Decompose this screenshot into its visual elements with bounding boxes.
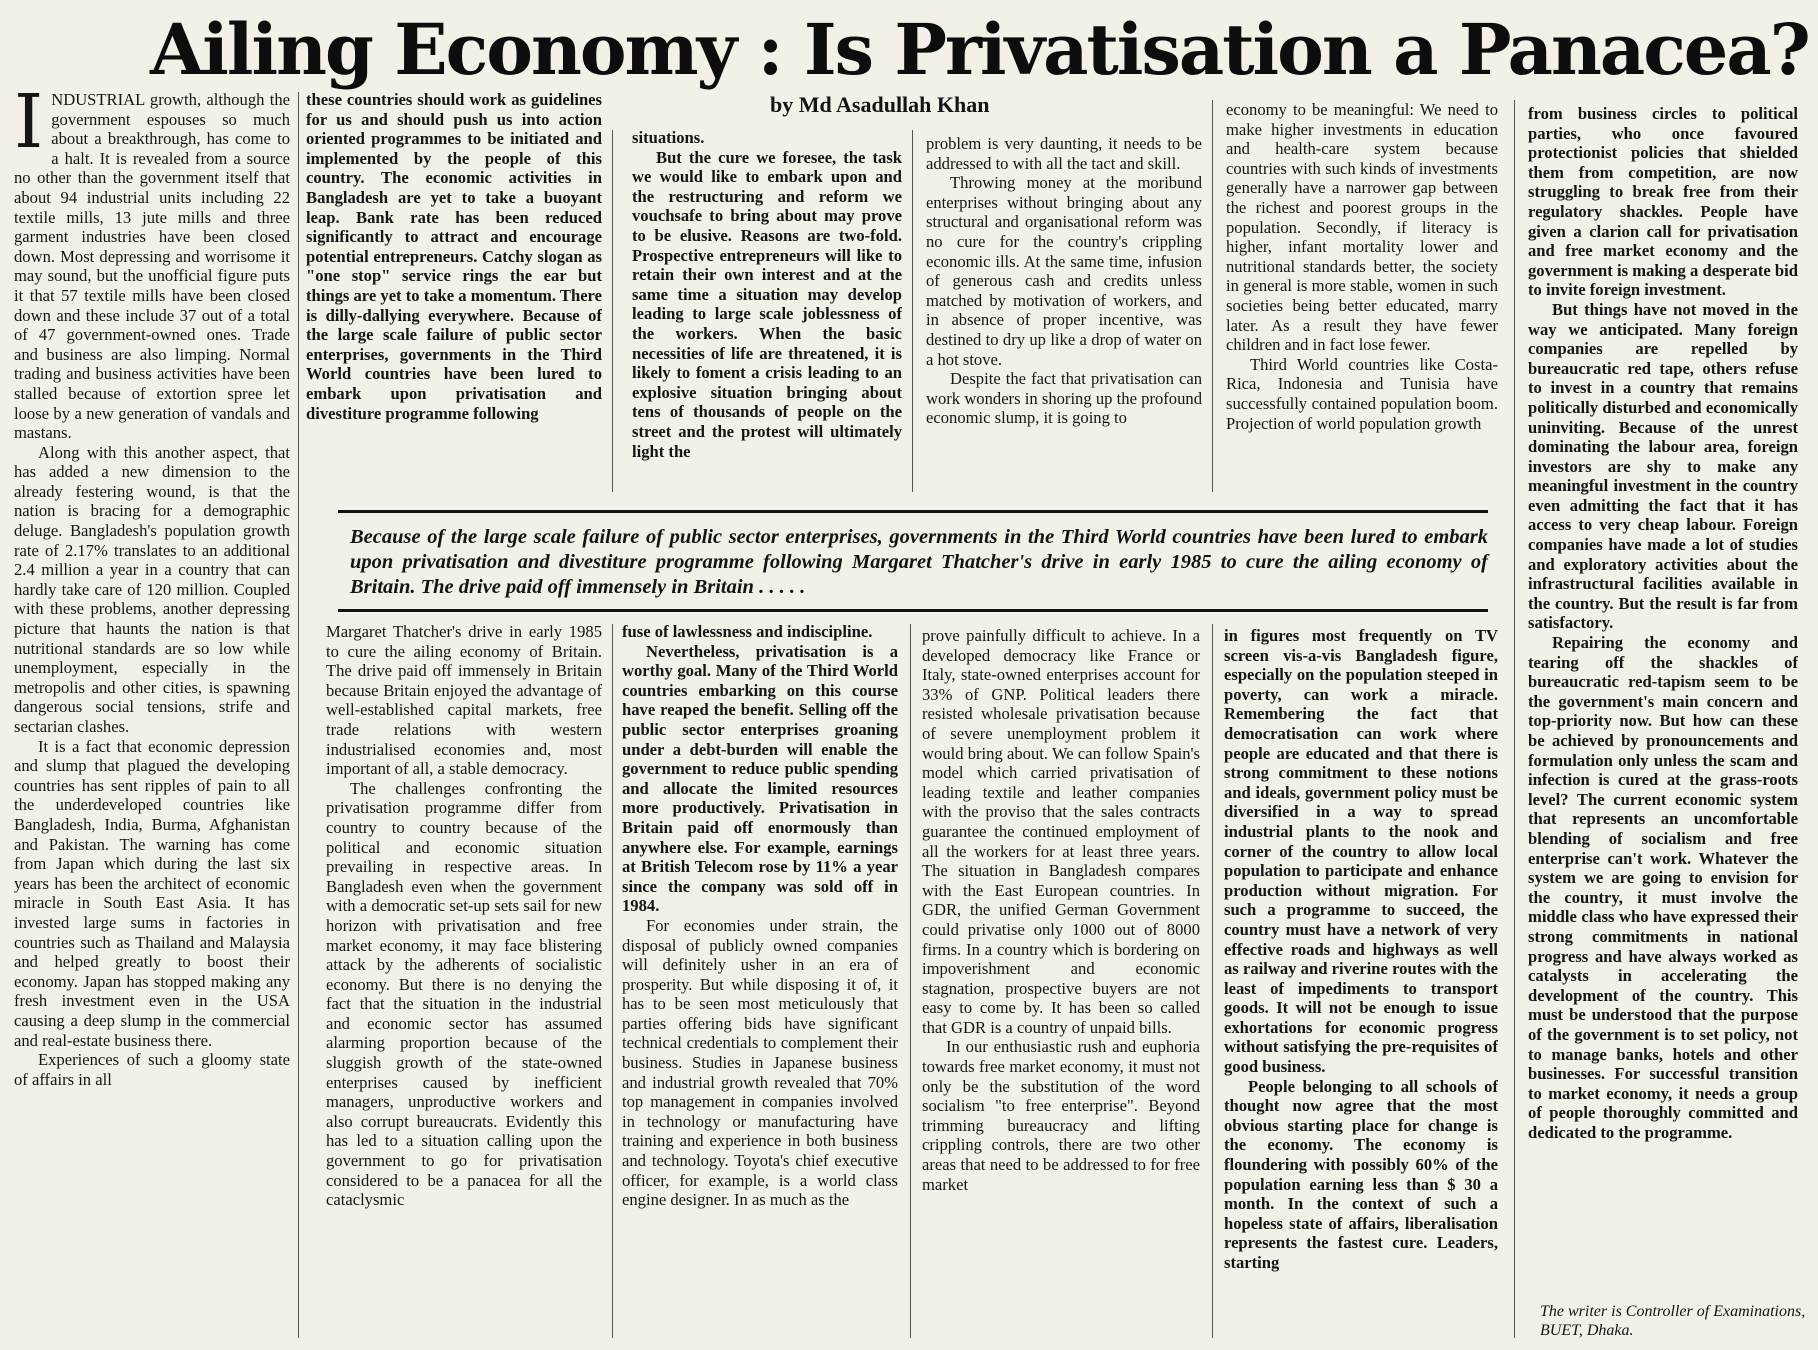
column-1 [14,90,290,1338]
paragraph: Along with this another aspect, that has added a new dimension to the already festering wound, is that the nation is bracing for a demographic deluge. Bangladesh's population growth rate of 2.17% translates to an additional 2.4 million a year in a country that can hardly take care of 120 million. Coupled with these problems, another depressing picture that haunts the nation is that nutritional standards are so low while unemployment, especially in the metropolis and other cities, is spawning dangerous social tensions, strife and sectarian clashes. [14,442,290,736]
column-4-bottom [922,626,1200,1338]
paragraph: situations. [632,128,705,147]
paragraph: But the cure we foresee, the task we would like to embark upon and the restructuring and reform we vouchsafe to bring about may prove to be elusive. Reasons are two-fold. Prospective entrepreneurs will like to retain their own interest and at the same time a situation may develop leading to large scale joblessness of the workers. When the basic necessities of life are threatened, it is likely to foment a crisis leading to an explosive situation bringing about tens of thousands of people on the street and the protest will ultimately light the [632,147,902,461]
paragraph: from business circles to political parties, who once favoured protectionist policies that shielded them from competition, are now struggling to break free from their regulatory shackles. People have given a clarion call for privatisation and free market economy and the government is making a desperate bid to invite foreign investment. [1528,104,1798,300]
column-5-bottom [1224,626,1498,1338]
paragraph: these countries should work as guidelines for us and should push us into action oriented programmes to be initiated and implemented by the people of this country. The economic activities in Bangladesh are yet to take a buoyant leap. Bank rate has been reduced significantly to attract and encourage potential entrepreneurs. Catchy slogan as "one stop" service rings the ear but things are yet to take a momentum. There is dilly-dallying everywhere. Because of the large scale failure of public sector enterprises, governments in the Third World countries have been lured to embark upon privatisation and divestiture programme following [306,90,602,423]
paragraph: Margaret Thatcher's drive in early 1985 to cure the ailing economy of Britain. The drive paid off immensely in Britain because Britain enjoyed the advantage of well-established capital markets, free trade relations with western industrialised economies and, most important of all, a stable democracy. [326,622,602,779]
paragraph: prove painfully difficult to achieve. In a developed democracy like France or Italy, state-owned enterprises account for 33% of GNP. Political leaders there resisted wholesale privatisation because of severe unemployment problem it would bring about. We can follow Spain's model which carried privatisation of leading textile and leather companies with the proviso that the sales contracts guarantee the continued employment of all the workers for at least three years. The situation in Bangladesh compares with the East European countries. In GDR, the unified German Government could privatise only 1000 out of 8000 firms. In a country which is bordering on impoverishment and economic stagnation, prospective buyers are not easy to come by. It has been so called that GDR is a country of unpaid bills. [922,626,1200,1037]
paragraph-text: NDUSTRIAL growth, although the government espouses so much about a breakthrough, has come to a halt. It is revealed from a source no other than the government itself that about 94 industrial units including 22 textile mills, 13 jute mills and three garment industries have been closed down. Most depressing and worrisome it may sound, but the unofficial figure puts it that 57 textile mills have been closed down and these include 37 out of a total of 47 government-owned ones. Trade and business are also limping. Normal trading and business activities have been stalled because of extortion spree let loose by a new generation of vandals and mastans. [14,90,290,443]
byline: by Md Asadullah Khan [770,92,990,117]
paragraph: People belonging to all schools of thought now agree that the most obvious starting place for change is the economy. The economy is floundering with possibly 60% of the population earning less than $ 30 a month. In the context of such a hopeless state of affairs, liberalisation represents the fastest cure. Leaders, starting [1224,1076,1498,1272]
paragraph: in figures most frequently on TV screen vis-a-vis Bangladesh figure, especially on the population steeped in poverty, can work a miracle. Remembering the fact that democratisation can work where people are educated and that there is strong commitment to these notions and ideals, government policy must be diversified in a way to spread industrial plants to the nook and corner of the country to allow local population to participate and enhance production without migration. For such a programme to succeed, the country must have a network of very effective roads and highways as well as railway and riverine routes with the least of impediments to transport goods. It will not be enough to issue exhortations for economic progress without satisfying the pre-requisites of good business. [1224,626,1498,1077]
pull-quote: Because of the large scale failure of public sector enterprises, governments in the Third World countries have been lured to embark upon privatisation and divestiture programme following Margaret Thatcher's drive in early 1985 to cure the ailing economy of Britain. The drive paid off immensely in Britain . . . . . [338,510,1488,612]
column-divider [298,92,299,1338]
column-3-bottom [622,622,898,1338]
column-divider [1212,100,1213,492]
paragraph: Throwing money at the moribund enterprises without bringing about any structural and organisational reform was no cure for the country's crippling economic ills. At the same time, infusion of generous cash and credits unless matched by motivation of workers, and in absence of proper incentive, was destined to dry up like a drop of water on a hot stove. [926,173,1202,369]
paragraph: fuse of lawlessness and indiscipline. [622,622,873,641]
paragraph: The challenges confronting the privatisation programme differ from country to country because of the political and economic situation prevailing in respective areas. In Bangladesh even when the government with a democratic set-up sets sail for new horizon with privatisation and free market economy, it may face blistering attack by the adherents of socialistic economy. But there is no denying the fact that the situation in the industrial and economic sector has assumed alarming proportion because of the sluggish growth of the state-owned enterprises caused by inefficient managers, unproductive workers and also corrupt bureaucrats. Evidently this has led to a situation calling upon the government to go for privatisation considered to be a panacea for all the cataclysmic [326,778,602,1210]
column-4-top [926,134,1202,492]
column-2-top [306,90,602,492]
paragraph: Repairing the economy and tearing off the shackles of bureaucratic red-tapism seem to be the government's main concern and top-priority now. But how can these be achieved by pronouncements and formulation only unless the scam and infection is cured at the grass-roots level? The current economic system that represents an uncomfortable blending of socialism and free enterprise can't work. Whatever the system we are going to envision for the country, it must involve the middle class who have expressed their strong commitments in national progress and have always worked as catalysts in accelerating the development of the country. This must be understood that the purpose of the government is to set policy, not to manage banks, hotels and other businesses. For successful transition to market economy, it needs a group of people thoroughly committed and dedicated to the programme. [1528,633,1798,1142]
paragraph: economy to be meaningful: We need to make higher investments in education and health-care system because countries with such kinds of investments generally have a narrower gap between the richest and poorest groups in the population. Secondly, if literacy is higher, infant mortality lower and nutritional standards better, the society in general is more stable, women in such societies being better educated, marry later. As a result they have fewer children and in fact lose fewer. [1226,100,1498,355]
paragraph: Experiences of such a gloomy state of affairs in all [14,1050,290,1089]
paragraph: Despite the fact that privatisation can work wonders in shoring up the profound economic slump, it is going to [926,369,1202,428]
column-5-top [1226,100,1498,502]
paragraph: For economies under strain, the disposal of publicly owned companies will definitely usher in an era of prosperity. But while disposing it of, it has to be seen most meticulously that parties offering bids have significant technical credentials to complement their business. Studies in Japanese business and industrial growth revealed that 70% top management in companies involved in technology or manufacturing have training and experience in both business and technology. Toyota's chief executive officer, for example, is a world class engine designer. In as much as the [622,915,898,1210]
headline: Ailing Economy : Is Privatisation a Panacea? [150,8,1809,91]
column-divider [912,130,913,492]
column-3-top [632,128,902,492]
paragraph [14,90,290,443]
column-divider [612,624,613,1338]
author-credit: The writer is Controller of Examinations, BUET, Dhaka. [1540,1303,1806,1339]
column-divider [1212,624,1213,1338]
column-divider [910,624,911,1338]
column-divider [1514,100,1515,1338]
paragraph: It is a fact that economic depression and slump that plagued the developing countries has sent ripples of pain to all the underdeveloped countries like Bangladesh, India, Burma, Afghanistan and Pakistan. The warning has come from Japan which during the last six years has been the architect of economic miracle in South East Asia. It has invested large sums in factories in countries such as Thailand and Malaysia and helped greatly to boost their economy. Japan has stopped making any fresh investment even in the USA causing a deep slump in the commercial and real-estate business there. [14,736,290,1050]
column-6 [1528,104,1798,1298]
column-2-bottom [326,622,602,1338]
paragraph: Nevertheless, privatisation is a worthy goal. Many of the Third World countries embarking on this course have reaped the benefit. Selling off the public sector enterprises groaning under a debt-burden will enable the government to reduce public spending and allocate the limited resources more productively. Privatisation in Britain paid off enormously than anywhere else. For example, earnings at British Telecom rose by 11% a year since the company was sold off in 1984. [622,641,898,916]
paragraph: But things have not moved in the way we anticipated. Many foreign companies are repelled by bureaucratic red tape, others refuse to invest in a country that remains politically disturbed and economically uninviting. Because of the unrest dominating the labour area, foreign investors are shy to make any meaningful investment in the country even admitting the fact that it has access to very cheap labour. Foreign companies have made a lot of studies and exploratory activities about the infrastructural facilities available in the country. But the result is far from satisfactory. [1528,299,1798,633]
paragraph: In our enthusiastic rush and euphoria towards free market economy, it must not only be the substitution of the word socialism "to free enterprise". Beyond trimming bureaucracy and lifting crippling controls, there are two other areas that need to be addressed to for free market [922,1037,1200,1194]
paragraph: Third World countries like Costa-Rica, Indonesia and Tunisia have successfully contained population boom. Projection of world population growth [1226,354,1498,433]
paragraph: problem is very daunting, it needs to be addressed to with all the tact and skill. [926,134,1202,173]
drop-cap: I [14,90,44,165]
column-divider [612,130,613,492]
